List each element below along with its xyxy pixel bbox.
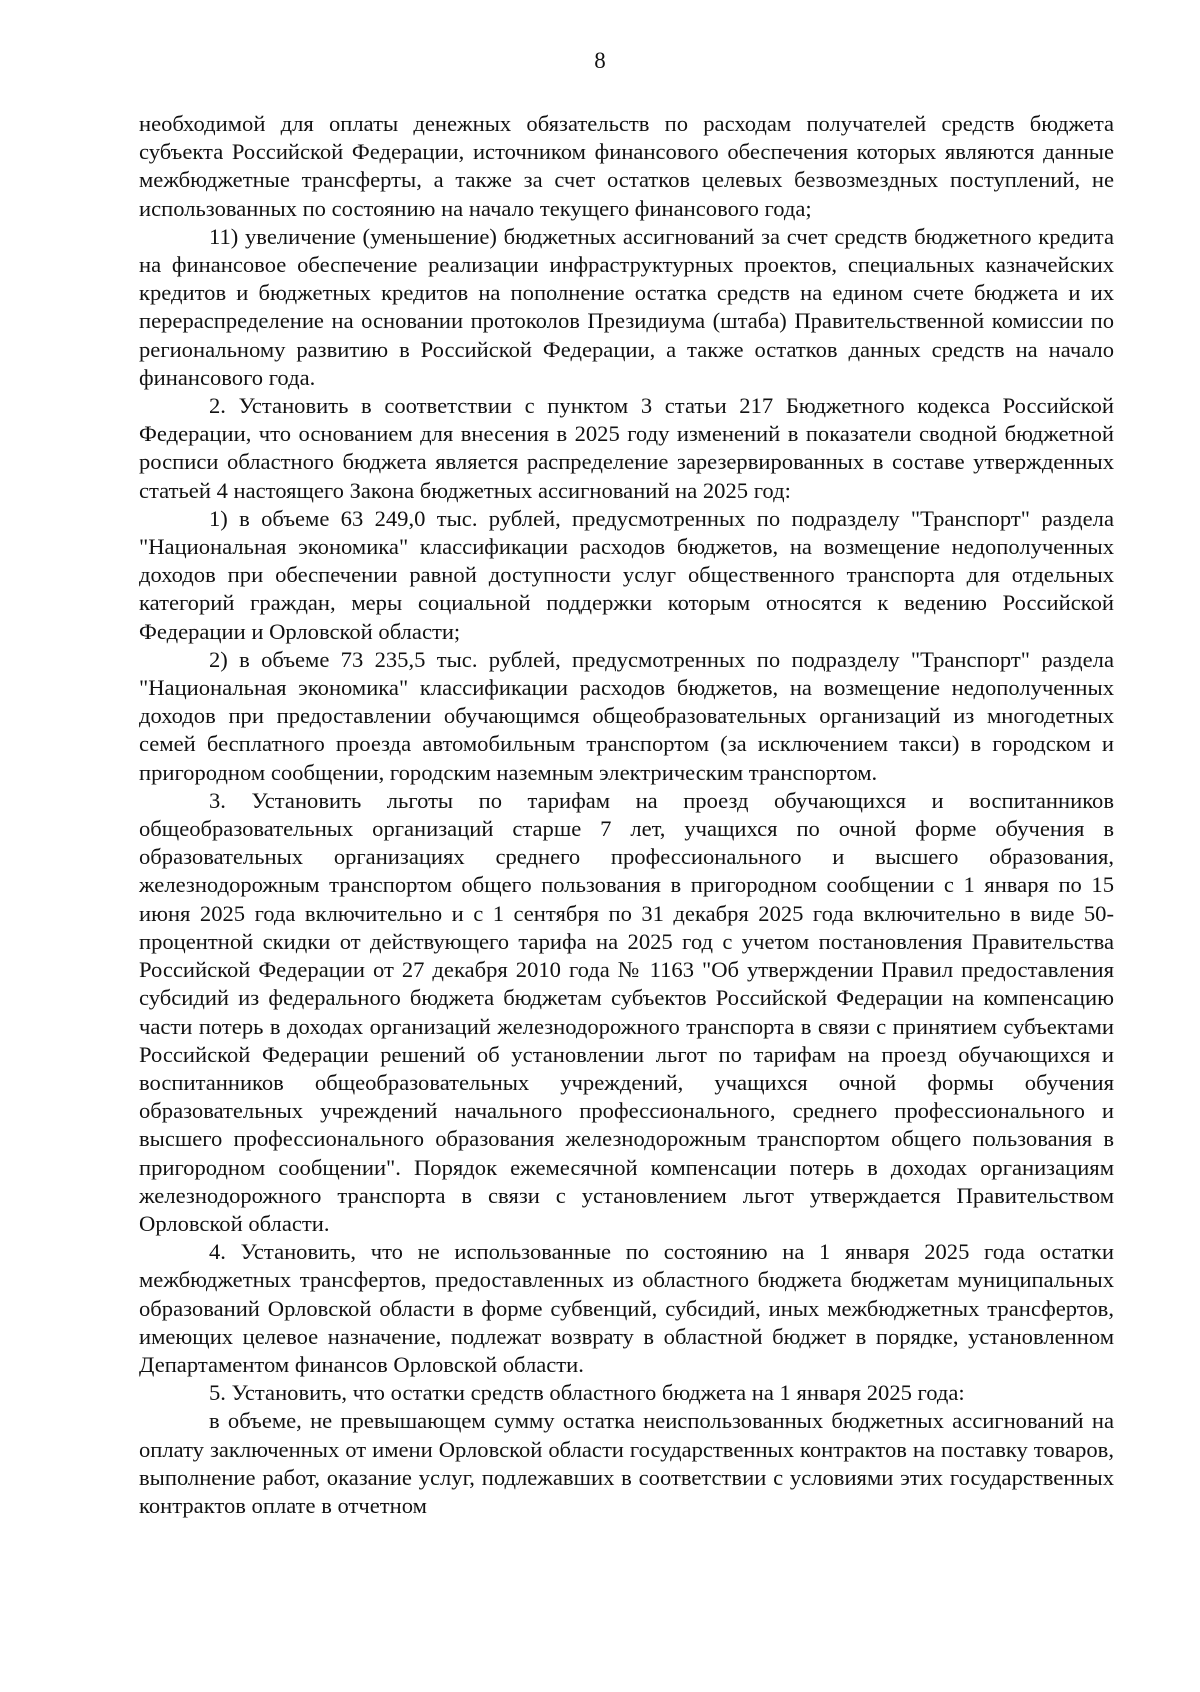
paragraph-section-5: 5. Установить, что остатки средств областного бюджета на 1 января 2025 года: xyxy=(209,1380,965,1406)
page-number: 8 xyxy=(594,48,606,73)
paragraph-section-4: 4. Установить, что не использованные по состоянию на 1 января 2025 года остатки межбюджетных трансфертов, предоставленных из областного бюджета бюджетам муниципальных образований Орловской области в форме субвенций, субсидий, иных межбюджетных трансфертов, имеющих целевое назначение, подлежат возврату в областной бюджет в порядке, установленном Департаментом финансов Орловской области. xyxy=(139,1239,1114,1377)
paragraph-section-3: 3. Установить льготы по тарифам на проезд обучающихся и воспитанников общеобразовательных организаций старше 7 лет, учащихся по очной форме обучения в образовательных организациях среднего профессионального и высшего образования, железнодорожным транспортом общего пользования в пригородном сообщении с 1 января по 15 июня 2025 года включительно и с 1 сентября по 31 декабря 2025 года включительно в виде 50-процентной скидки от действующего тарифа на 2025 год с учетом постановления Правительства Российской Федерации от 27 декабря 2010 года № 1163 "Об утверждении Правил предоставления субсидий из федерального бюджета бюджетам субъектов Российской Федерации на компенсацию части потерь в доходах организаций железнодорожного транспорта в связи с принятием субъектами Российской Федерации решений об установлении льгот по тарифам на проезд обучающихся и воспитанников общеобразовательных учреждений, учащихся очной формы обучения образовательных учреждений начального профессионального, среднего профессионального и высшего профессионального образования железнодорожным транспортом общего пользования в пригородном сообщении". Порядок ежемесячной компенсации потерь в доходах организациям железнодорожного транспорта в связи с установлением льгот утверждается Правительством Орловской области. xyxy=(139,787,1114,1236)
paragraph-continuation: необходимой для оплаты денежных обязательств по расходам получателей средств бюджета субъекта Российской Федерации, источником финансового обеспечения которых являются данные межбюджетные трансферты, а также за счет остатков целевых безвозмездных поступлений, не использованных по состоянию на начало текущего финансового года; xyxy=(139,111,1114,221)
paragraph-item-1: 1) в объеме 63 249,0 тыс. рублей, предусмотренных по подразделу "Транспорт" раздела "Национальная экономика" классификации расходов бюджетов, на возмещение недополученных доходов при обеспечении равной доступности услуг общественного транспорта для отдельных категорий граждан, меры социальной поддержки которым относятся к ведению Российской Федерации и Орловской области; xyxy=(139,505,1114,644)
paragraph-item-2: 2) в объеме 73 235,5 тыс. рублей, предусмотренных по подразделу "Транспорт" раздела "Национальная экономика" классификации расходов бюджетов, на возмещение недополученных доходов при предоставлении обучающимся общеобразовательных организаций из многодетных семей бесплатного проезда автомобильным транспортом (за исключением такси) в городском и пригородном сообщении, городским наземным электрическим транспортом. xyxy=(139,646,1114,785)
paragraph-section-2: 2. Установить в соответствии с пунктом 3 статьи 217 Бюджетного кодекса Российской Федерации, что основанием для внесения в 2025 году изменений в показатели сводной бюджетной росписи областного бюджета является распределение зарезервированных в составе утвержденных статьей 4 настоящего Закона бюджетных ассигнований на 2025 год: xyxy=(139,393,1114,503)
paragraph-item-11: 11) увеличение (уменьшение) бюджетных ассигнований за счет средств бюджетного кредита на финансовое обеспечение реализации инфраструктурных проектов, специальных казначейских кредитов и бюджетных кредитов на пополнение остатка средств на едином счете бюджета и их перераспределение на основании протоколов Президиума (штаба) Правительственной комиссии по региональному развитию в Российской Федерации, а также остатков данных средств на начало финансового года. xyxy=(139,223,1114,390)
document-body xyxy=(139,110,1114,1520)
paragraph-section-5-detail: в объеме, не превышающем сумму остатка неиспользованных бюджетных ассигнований на оплату заключенных от имени Орловской области государственных контрактов на поставку товаров, выполнение работ, оказание услуг, подлежавших в соответствии с условиями этих государственных контрактов оплате в отчетном xyxy=(139,1408,1114,1518)
